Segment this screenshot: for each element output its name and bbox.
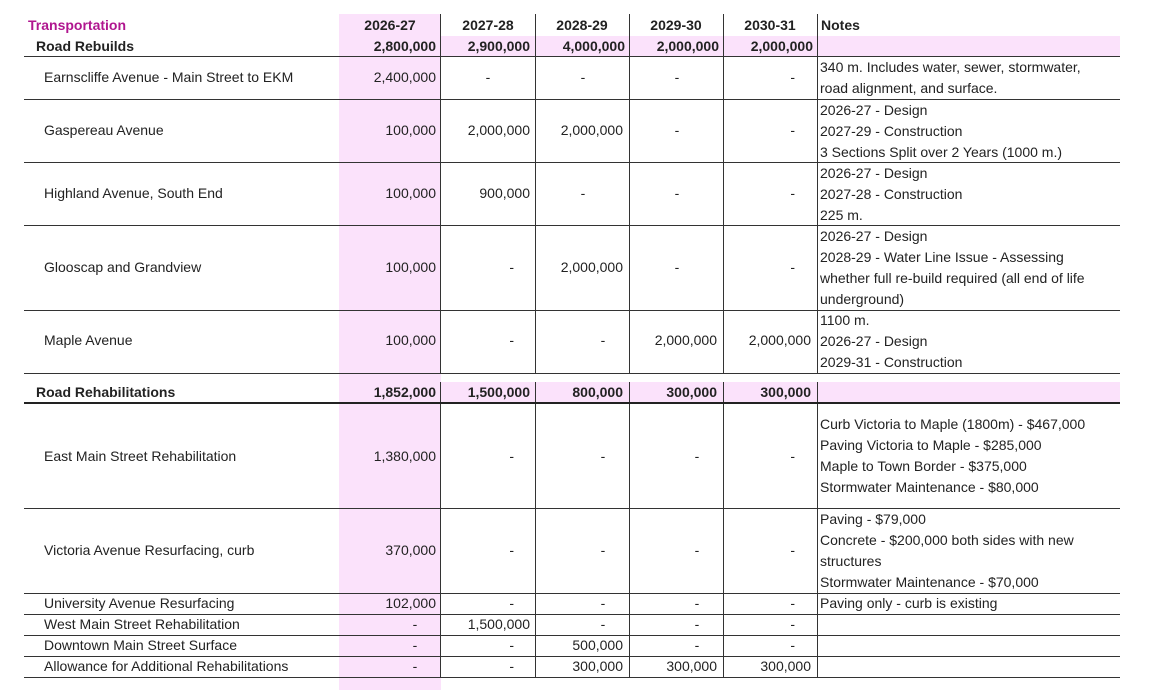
row-notes: 2026-27 - Design 2028-29 - Water Line Issue - Assessing whether full re-build required (all end of life underground) (820, 228, 1085, 307)
row-value: - (600, 542, 606, 558)
rehabs-total-1: 1,852,000 (373, 384, 436, 400)
row-value: - (509, 637, 514, 653)
row-value: - (600, 595, 606, 611)
row-value: - (790, 259, 795, 275)
year-header-5: 2030-31 (744, 17, 796, 33)
year-header-1: 2026-27 (364, 17, 416, 33)
year-header-2: 2027-28 (462, 17, 514, 33)
row-value: - (790, 122, 795, 138)
group-label-rebuilds: Road Rebuilds (36, 38, 135, 54)
row-value: - (790, 69, 795, 85)
row-value: 2,000,000 (748, 332, 811, 348)
row-name: Highland Avenue, South End (44, 185, 223, 201)
row-value: - (694, 595, 700, 611)
row-name: Victoria Avenue Resurfacing, curb (44, 542, 255, 558)
rebuilds-total-2: 2,900,000 (467, 38, 530, 54)
row-value: - (580, 69, 586, 85)
row-value: - (674, 69, 680, 85)
rehabs-total-2: 1,500,000 (467, 384, 530, 400)
row-value: - (674, 259, 680, 275)
year-header-4: 2029-30 (650, 17, 702, 33)
rehabs-total-3: 800,000 (572, 384, 623, 400)
row-value: - (509, 448, 514, 464)
row-value: - (412, 658, 418, 674)
row-value: - (694, 542, 700, 558)
row-value: 300,000 (572, 658, 623, 674)
row-notes: Paving only - curb is existing (820, 595, 998, 611)
row-value: - (790, 542, 795, 558)
rebuilds-total-4: 2,000,000 (656, 38, 719, 54)
row-value: - (485, 69, 491, 85)
group-label-rehabs: Road Rehabilitations (36, 384, 176, 400)
row-value: - (600, 332, 606, 348)
row-value: - (790, 637, 795, 653)
row-notes: 2026-27 - Design 2027-29 - Construction 3 Sections Split over 2 Years (1000 m.) (820, 102, 1063, 160)
row-value: 300,000 (760, 658, 811, 674)
row-value: 2,000,000 (654, 332, 717, 348)
row-name: Glooscap and Grandview (44, 259, 202, 275)
row-value: - (509, 259, 514, 275)
row-notes: 2026-27 - Design 2027-28 - Construction 225 m. (820, 165, 963, 223)
highlight-column (339, 14, 441, 690)
row-value: 2,000,000 (467, 122, 530, 138)
row-value: - (790, 185, 795, 201)
row-notes: 340 m. Includes water, sewer, stormwater, road alignment, and surface. (820, 59, 1081, 96)
row-notes: Paving - $79,000 Concrete - $200,000 both sides with new structures Stormwater Maintenance - $70,000 (820, 511, 1074, 590)
row-value: - (790, 616, 795, 632)
row-name: Earnscliffe Avenue - Main Street to EKM (44, 69, 294, 85)
row-value: 500,000 (572, 637, 623, 653)
rebuilds-total-1: 2,800,000 (373, 38, 436, 54)
row-value: 1,380,000 (373, 448, 436, 464)
row-value: - (694, 637, 700, 653)
row-value: - (790, 595, 795, 611)
row-value: 900,000 (479, 185, 530, 201)
rehabs-total-4: 300,000 (666, 384, 717, 400)
row-value: 100,000 (385, 122, 436, 138)
row-value: - (509, 542, 514, 558)
row-name: East Main Street Rehabilitation (44, 448, 237, 464)
row-value: 102,000 (385, 595, 436, 611)
row-value: - (509, 658, 514, 674)
row-value: - (412, 616, 418, 632)
row-value: - (674, 122, 680, 138)
row-name: Gaspereau Avenue (44, 122, 164, 138)
row-value: - (790, 448, 795, 464)
row-value: 2,400,000 (373, 69, 436, 85)
row-name: University Avenue Resurfacing (44, 595, 235, 611)
row-value: 370,000 (385, 542, 436, 558)
row-value: - (509, 332, 514, 348)
row-name: Maple Avenue (44, 332, 133, 348)
row-value: 1,500,000 (467, 616, 530, 632)
row-value: 2,000,000 (560, 259, 623, 275)
row-value: 300,000 (666, 658, 717, 674)
row-value: 100,000 (385, 259, 436, 275)
rehabs-total-5: 300,000 (760, 384, 811, 400)
row-value: - (694, 448, 700, 464)
notes-header: Notes (821, 17, 860, 33)
row-value: 2,000,000 (560, 122, 623, 138)
row-value: 100,000 (385, 185, 436, 201)
year-header-3: 2028-29 (556, 17, 608, 33)
section-title: Transportation (28, 17, 127, 33)
row-name: Allowance for Additional Rehabilitations (44, 658, 289, 674)
row-notes: 1100 m. 2026-27 - Design 2029-31 - Construction (820, 312, 963, 370)
row-value: 100,000 (385, 332, 436, 348)
row-value: - (412, 637, 418, 653)
row-notes: Curb Victoria to Maple (1800m) - $467,000 Paving Victoria to Maple - $285,000 Maple to Town Border - $375,000 Stormwater Maintenance - $80,000 (820, 416, 1086, 495)
row-value: - (580, 185, 586, 201)
row-value: - (694, 616, 700, 632)
rebuilds-total-5: 2,000,000 (750, 38, 813, 54)
row-value: - (600, 616, 606, 632)
row-name: West Main Street Rehabilitation (44, 616, 240, 632)
row-value: - (509, 595, 514, 611)
row-name: Downtown Main Street Surface (44, 637, 237, 653)
row-value: - (674, 185, 680, 201)
row-value: - (600, 448, 606, 464)
rebuilds-total-3: 4,000,000 (562, 38, 625, 54)
